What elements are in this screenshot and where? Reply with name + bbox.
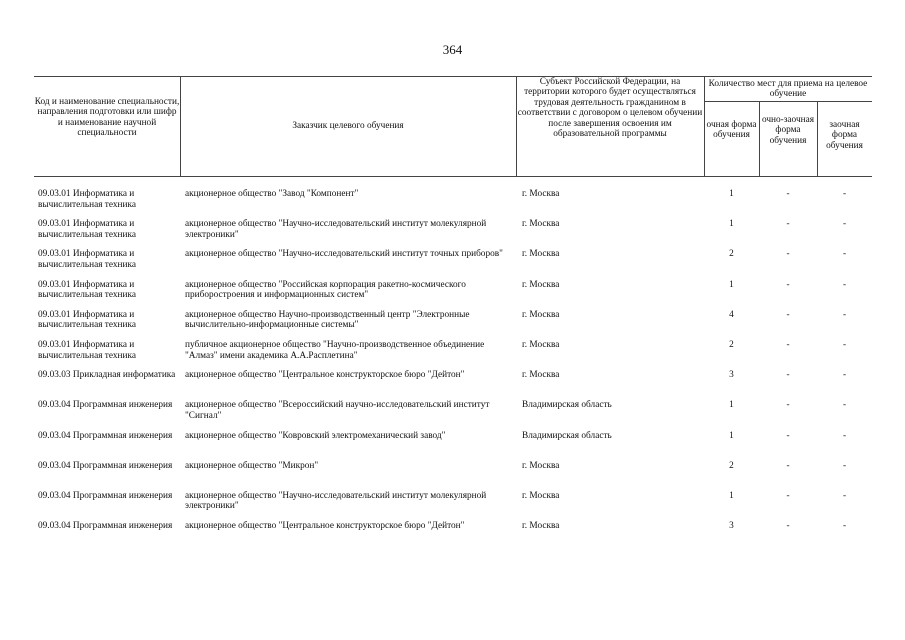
full-time-cell: 2	[729, 460, 734, 471]
full-time-cell: 2	[729, 339, 734, 350]
table-row	[0, 280, 905, 310]
full-time-cell: 1	[729, 219, 734, 230]
subject-cell: г. Москва	[522, 309, 560, 320]
code-cell: 09.03.01 Информатика и вычислительная техника	[38, 309, 136, 331]
header-bottom-rule	[34, 176, 872, 177]
part-time-cell: -	[786, 490, 790, 501]
full-time-cell: 4	[729, 309, 734, 320]
part-time-cell: -	[786, 249, 790, 260]
full-time-cell: 2	[729, 249, 734, 260]
correspondence-cell: -	[842, 521, 847, 532]
correspondence-cell: -	[842, 460, 847, 471]
code-cell: 09.03.04 Программная инженерия	[38, 460, 173, 471]
table-row	[0, 370, 905, 400]
part-time-cell: -	[786, 309, 790, 320]
code-cell: 09.03.01 Информатика и вычислительная техника	[38, 249, 136, 270]
customer-cell: акционерное общество "Научно-исследовательский институт молекулярной электроники"	[185, 490, 487, 512]
code-cell: 09.03.04 Программная инженерия	[38, 400, 173, 411]
code-cell: 09.03.01 Информатика и вычислительная техника	[38, 279, 136, 301]
code-cell: 09.03.04 Программная инженерия	[38, 521, 173, 532]
full-time-cell: 1	[729, 279, 734, 290]
subject-cell: г. Москва	[522, 249, 560, 260]
code-cell: 09.03.04 Программная инженерия	[38, 430, 173, 441]
correspondence-cell: -	[842, 430, 847, 441]
subject-cell: Владимирская область	[522, 400, 612, 411]
part-time-cell: -	[786, 279, 790, 290]
subject-cell: г. Москва	[522, 370, 560, 381]
correspondence-cell: -	[842, 309, 847, 320]
header-part-time: очно-заочная форма обучения	[761, 115, 815, 146]
table-row	[0, 400, 905, 430]
subject-cell: г. Москва	[522, 521, 560, 532]
subject-cell: Владимирская область	[522, 430, 612, 441]
full-time-cell: 3	[729, 521, 734, 532]
customer-cell: акционерное общество "Микрон"	[185, 460, 319, 471]
code-cell: 09.03.01 Информатика и вычислительная техника	[38, 219, 136, 240]
table-row	[0, 340, 905, 370]
code-cell: 09.03.04 Программная инженерия	[38, 490, 173, 501]
header-subject: Субъект Российской Федерации, на территории которого будет осуществляться трудовая деятельность гражданином в соответствии с договором о целевом обучении после завершения освоения им образовательной программы	[517, 77, 703, 140]
part-time-cell: -	[786, 370, 790, 381]
customer-cell: акционерное общество Научно-производственный центр "Электронные вычислительно-информационные системы"	[185, 309, 470, 331]
full-time-cell: 3	[729, 370, 734, 381]
part-time-cell: -	[786, 460, 790, 471]
table-row	[0, 310, 905, 340]
quantity-subheader-rule	[704, 101, 872, 102]
full-time-cell: 1	[729, 400, 734, 411]
part-time-cell: -	[786, 339, 790, 350]
table-row	[0, 219, 905, 249]
subject-cell: г. Москва	[522, 490, 560, 501]
table-row	[0, 431, 905, 461]
subject-cell: г. Москва	[522, 219, 560, 230]
part-time-cell: -	[786, 521, 790, 532]
customer-cell: акционерное общество "Центральное конструкторское бюро "Дейтон"	[185, 521, 465, 532]
header-customer: Заказчик целевого обучения	[292, 121, 404, 131]
customer-cell: акционерное общество "Научно-исследовательский институт молекулярной электроники"	[185, 219, 487, 240]
part-time-cell: -	[786, 219, 790, 230]
customer-cell: акционерное общество "Ковровский электромеханический завод"	[185, 430, 446, 441]
table-body	[0, 189, 905, 551]
correspondence-cell: -	[842, 219, 847, 230]
correspondence-cell: -	[842, 339, 847, 350]
table-row	[0, 491, 905, 521]
subject-cell: г. Москва	[522, 339, 560, 350]
correspondence-cell: -	[842, 490, 847, 501]
subject-cell: г. Москва	[522, 460, 560, 471]
customer-cell: акционерное общество "Завод "Компонент"	[185, 189, 359, 199]
customer-cell: акционерное общество "Центральное конструкторское бюро "Дейтон"	[185, 370, 465, 381]
header-quantity: Количество мест для приема на целевое обучение	[708, 79, 868, 100]
correspondence-cell: -	[842, 400, 847, 411]
full-time-cell: 1	[729, 430, 734, 441]
full-time-cell: 1	[729, 490, 734, 501]
subject-cell: г. Москва	[522, 279, 560, 290]
customer-cell: акционерное общество "Всероссийский научно-исследовательский институт "Сигнал"	[185, 400, 490, 421]
customer-cell: акционерное общество "Научно-исследовательский институт точных приборов"	[185, 249, 503, 260]
part-time-cell: -	[786, 400, 790, 411]
table-row	[0, 521, 905, 551]
part-time-cell: -	[786, 189, 790, 199]
correspondence-cell: -	[842, 370, 847, 381]
correspondence-cell: -	[842, 189, 847, 199]
correspondence-cell: -	[842, 279, 847, 290]
code-cell: 09.03.01 Информатика и вычислительная техника	[38, 339, 136, 361]
code-cell: 09.03.03 Прикладная информатика	[38, 370, 176, 381]
subject-cell: г. Москва	[522, 189, 560, 199]
full-time-cell: 1	[729, 189, 734, 199]
header-code: Код и наименование специальности, направления подготовки или шифр и наименование научной специальности	[34, 97, 180, 139]
header-correspondence: заочная форма обучения	[826, 120, 863, 151]
header-full-time: очная форма обучения	[706, 120, 757, 141]
part-time-cell: -	[786, 430, 790, 441]
page-number: 364	[442, 42, 463, 57]
customer-cell: публичное акционерное общество "Научно-производственное объединение "Алмаз" имени академика А.А.Расплетина"	[185, 339, 485, 361]
code-cell: 09.03.01 Информатика и вычислительная техника	[38, 189, 136, 210]
correspondence-cell: -	[842, 249, 847, 260]
table-row	[0, 249, 905, 279]
table-row	[0, 189, 905, 219]
table-row	[0, 461, 905, 491]
header-top-rule	[34, 76, 872, 77]
customer-cell: акционерное общество "Российская корпорация ракетно-космического приборостроения и информационных систем"	[185, 279, 466, 301]
